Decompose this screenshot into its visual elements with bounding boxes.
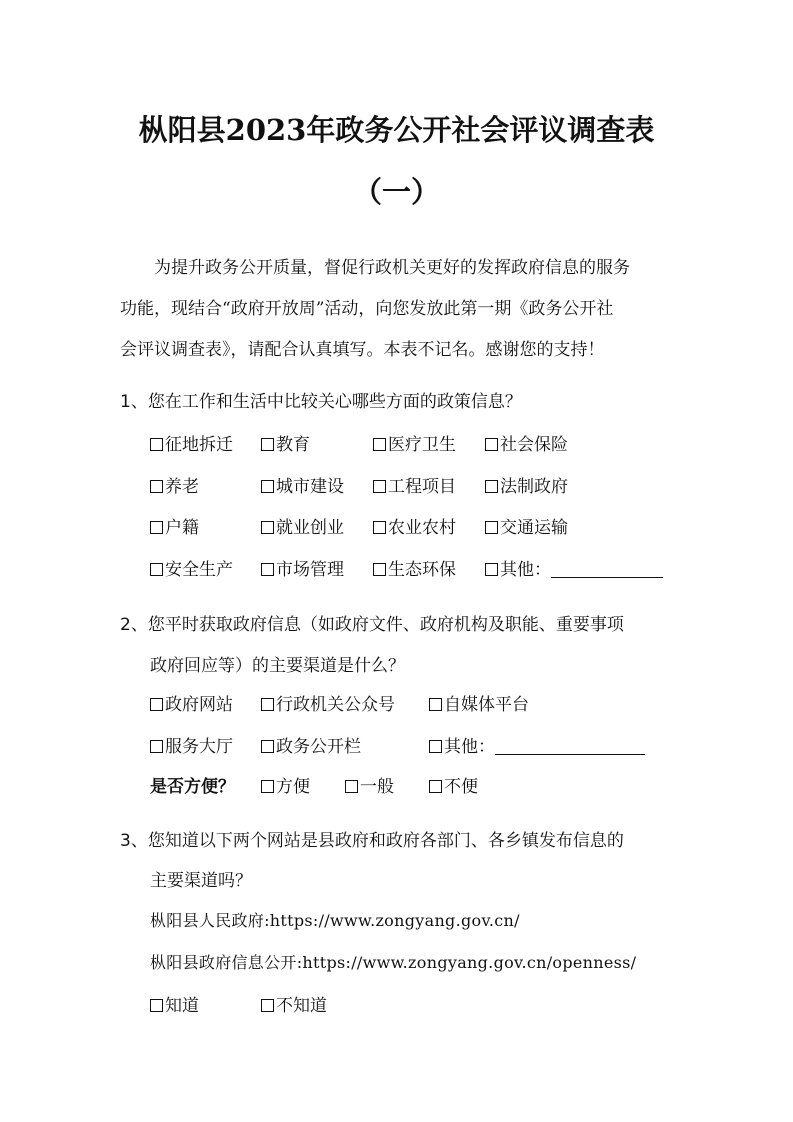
checkbox-icon [345, 780, 358, 793]
checkbox-icon [261, 740, 274, 753]
question-3-continued: 主要渠道吗？ [150, 871, 252, 891]
q1-option-checkbox[interactable]: 交通运输 [485, 513, 568, 538]
question-2: 2、您平时获取政府信息（如政府文件、政府机构及职能、重要事项 [120, 615, 624, 635]
q1-option-checkbox[interactable]: 社会保险 [485, 430, 568, 455]
checkbox-icon [150, 438, 163, 451]
checkbox-icon [485, 438, 498, 451]
q1-option-checkbox[interactable]: 户籍 [150, 513, 199, 538]
checkbox-icon [429, 698, 442, 711]
q1-option-checkbox[interactable]: 安全生产 [150, 555, 233, 580]
q2-option-checkbox[interactable]: 自媒体平台 [429, 690, 529, 715]
checkbox-icon [261, 698, 274, 711]
other-blank-field[interactable] [495, 740, 645, 755]
q1-option-other[interactable]: 其他： [485, 555, 663, 580]
checkbox-icon [261, 563, 274, 576]
intro-line: 功能，现结合“政府开放周”活动，向您发放此第一期《政务公开社 [120, 299, 614, 319]
convenience-option-checkbox[interactable]: 方便 [261, 772, 310, 797]
checkbox-icon [261, 780, 274, 793]
intro-line: 会评议调查表》，请配合认真填写。本表不记名。感谢您的支持！ [120, 340, 605, 360]
site-link-openness[interactable]: 枞阳县政府信息公开:https://www.zongyang.gov.cn/openness/ [150, 953, 637, 972]
checkbox-icon [150, 698, 163, 711]
checkbox-icon [485, 521, 498, 534]
q1-option-checkbox[interactable]: 就业创业 [261, 513, 344, 538]
q1-option-checkbox[interactable]: 养老 [150, 472, 199, 497]
checkbox-icon [150, 521, 163, 534]
convenience-label: 是否方便？ [150, 777, 235, 797]
q1-option-checkbox[interactable]: 农业农村 [373, 513, 456, 538]
checkbox-icon [261, 438, 274, 451]
checkbox-icon [261, 521, 274, 534]
q3-option-checkbox[interactable]: 不知道 [261, 991, 327, 1016]
q1-option-checkbox[interactable]: 征地拆迁 [150, 430, 233, 455]
question-1: 1、您在工作和生活中比较关心哪些方面的政策信息？ [120, 392, 522, 412]
q1-option-checkbox[interactable]: 工程项目 [373, 472, 456, 497]
convenience-option-checkbox[interactable]: 不便 [429, 772, 478, 797]
q2-option-checkbox[interactable]: 行政机关公众号 [261, 690, 395, 715]
page-subtitle: （一） [352, 175, 440, 209]
q2-option-checkbox[interactable]: 政务公开栏 [261, 732, 361, 757]
q1-option-checkbox[interactable]: 医疗卫生 [373, 430, 456, 455]
page-title: 枞阳县2023年政务公开社会评议调查表 [138, 113, 655, 147]
q1-option-checkbox[interactable]: 教育 [261, 430, 310, 455]
other-blank-field[interactable] [551, 563, 663, 578]
q1-option-checkbox[interactable]: 市场管理 [261, 555, 344, 580]
convenience-option-checkbox[interactable]: 一般 [345, 772, 394, 797]
checkbox-icon [373, 521, 386, 534]
question-2-continued: 政府回应等）的主要渠道是什么？ [150, 656, 405, 676]
checkbox-icon [373, 563, 386, 576]
q2-option-other[interactable]: 其他： [429, 732, 645, 757]
checkbox-icon [150, 999, 163, 1012]
checkbox-icon [373, 438, 386, 451]
question-3: 3、您知道以下两个网站是县政府和政府各部门、各乡镇发布信息的 [120, 831, 624, 851]
checkbox-icon [150, 563, 163, 576]
q2-option-checkbox[interactable]: 服务大厅 [150, 732, 233, 757]
intro-line: 为提升政务公开质量，督促行政机关更好的发挥政府信息的服务 [154, 258, 630, 278]
checkbox-icon [429, 740, 442, 753]
q1-option-checkbox[interactable]: 城市建设 [261, 472, 344, 497]
q1-option-checkbox[interactable]: 法制政府 [485, 472, 568, 497]
checkbox-icon [150, 740, 163, 753]
checkbox-icon [485, 563, 498, 576]
q1-option-checkbox[interactable]: 生态环保 [373, 555, 456, 580]
checkbox-icon [261, 999, 274, 1012]
checkbox-icon [485, 480, 498, 493]
checkbox-icon [373, 480, 386, 493]
site-link-government[interactable]: 枞阳县人民政府:https://www.zongyang.gov.cn/ [150, 911, 520, 930]
q2-option-checkbox[interactable]: 政府网站 [150, 690, 233, 715]
checkbox-icon [261, 480, 274, 493]
checkbox-icon [150, 480, 163, 493]
intro-paragraph [120, 248, 680, 371]
q3-option-checkbox[interactable]: 知道 [150, 991, 199, 1016]
checkbox-icon [429, 780, 442, 793]
